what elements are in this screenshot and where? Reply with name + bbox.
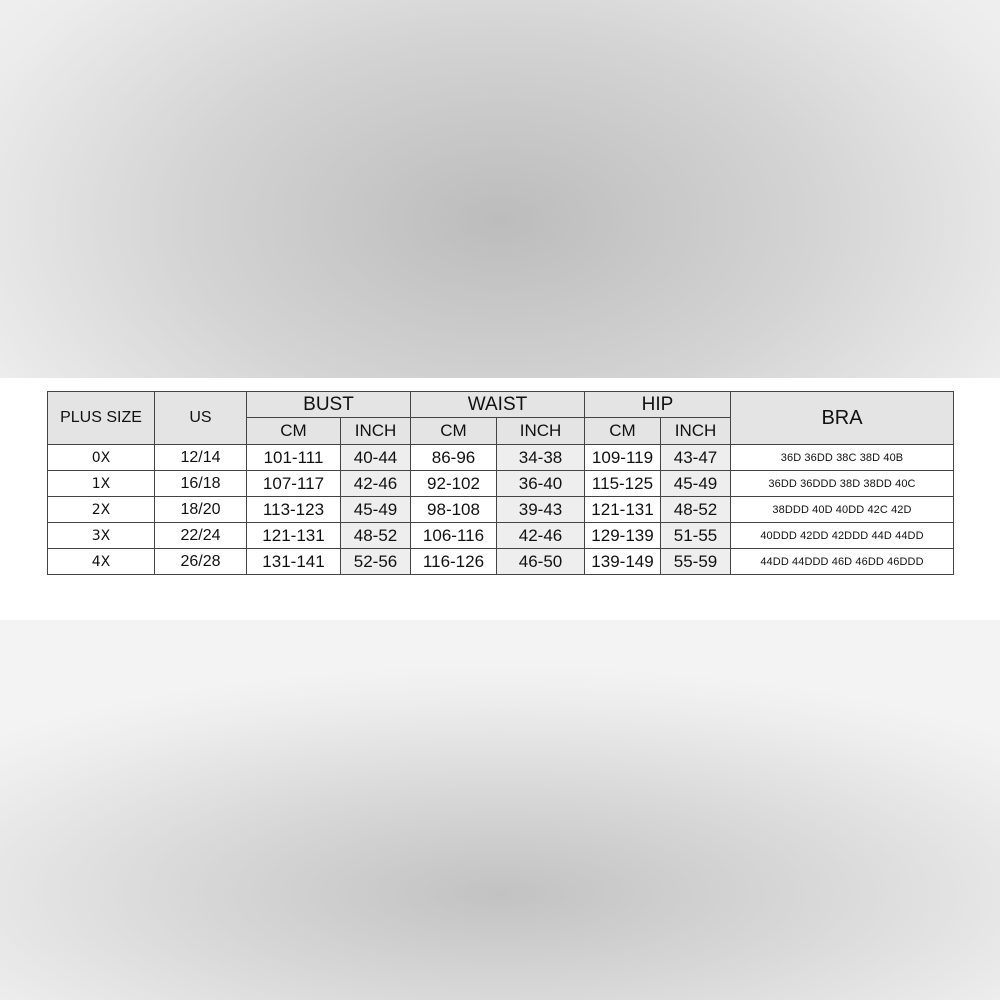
hip-cm-cell: 115-125 (585, 471, 661, 497)
waist-inch-cell: 39-43 (497, 497, 585, 523)
size-cell: 2X (48, 497, 155, 523)
size-chart-table (47, 391, 954, 575)
header-bust-cm: CM (247, 418, 341, 445)
waist-inch-cell: 36-40 (497, 471, 585, 497)
bust-inch-cell: 40-44 (341, 445, 411, 471)
table-row (48, 549, 954, 575)
waist-cm-cell: 98-108 (411, 497, 497, 523)
bust-inch-cell: 42-46 (341, 471, 411, 497)
header-waist-inch: INCH (497, 418, 585, 445)
bra-cell: 38DDD 40D 40DD 42C 42D (731, 497, 954, 523)
table-row (48, 497, 954, 523)
bust-cm-cell: 101-111 (247, 445, 341, 471)
waist-cm-cell: 92-102 (411, 471, 497, 497)
table-row (48, 471, 954, 497)
bra-cell: 44DD 44DDD 46D 46DD 46DDD (731, 549, 954, 575)
header-hip-inch: INCH (661, 418, 731, 445)
table-row (48, 523, 954, 549)
header-waist-cm: CM (411, 418, 497, 445)
header-hip-cm: CM (585, 418, 661, 445)
table-row (48, 445, 954, 471)
waist-inch-cell: 34-38 (497, 445, 585, 471)
hip-inch-cell: 45-49 (661, 471, 731, 497)
bust-inch-cell: 52-56 (341, 549, 411, 575)
background-bottom (0, 620, 1000, 1000)
hip-cm-cell: 121-131 (585, 497, 661, 523)
us-cell: 12/14 (155, 445, 247, 471)
header-waist: WAIST (411, 392, 585, 418)
bust-cm-cell: 121-131 (247, 523, 341, 549)
hip-inch-cell: 55-59 (661, 549, 731, 575)
header-us: US (155, 392, 247, 445)
size-cell: 3X (48, 523, 155, 549)
hip-inch-cell: 51-55 (661, 523, 731, 549)
hip-cm-cell: 109-119 (585, 445, 661, 471)
header-bust: BUST (247, 392, 411, 418)
size-cell: 4X (48, 549, 155, 575)
bust-inch-cell: 45-49 (341, 497, 411, 523)
header-bust-inch: INCH (341, 418, 411, 445)
size-cell: 0X (48, 445, 155, 471)
hip-cm-cell: 129-139 (585, 523, 661, 549)
hip-cm-cell: 139-149 (585, 549, 661, 575)
bra-cell: 36D 36DD 38C 38D 40B (731, 445, 954, 471)
hip-inch-cell: 48-52 (661, 497, 731, 523)
waist-inch-cell: 42-46 (497, 523, 585, 549)
bra-cell: 36DD 36DDD 38D 38DD 40C (731, 471, 954, 497)
bust-cm-cell: 131-141 (247, 549, 341, 575)
waist-cm-cell: 106-116 (411, 523, 497, 549)
waist-cm-cell: 116-126 (411, 549, 497, 575)
us-cell: 18/20 (155, 497, 247, 523)
header-bra: BRA (731, 392, 954, 445)
header-plus-size: PLUS SIZE (48, 392, 155, 445)
bust-cm-cell: 113-123 (247, 497, 341, 523)
hip-inch-cell: 43-47 (661, 445, 731, 471)
bust-cm-cell: 107-117 (247, 471, 341, 497)
bra-cell: 40DDD 42DD 42DDD 44D 44DD (731, 523, 954, 549)
size-cell: 1X (48, 471, 155, 497)
waist-inch-cell: 46-50 (497, 549, 585, 575)
bust-inch-cell: 48-52 (341, 523, 411, 549)
waist-cm-cell: 86-96 (411, 445, 497, 471)
header-hip: HIP (585, 392, 731, 418)
us-cell: 26/28 (155, 549, 247, 575)
us-cell: 22/24 (155, 523, 247, 549)
us-cell: 16/18 (155, 471, 247, 497)
